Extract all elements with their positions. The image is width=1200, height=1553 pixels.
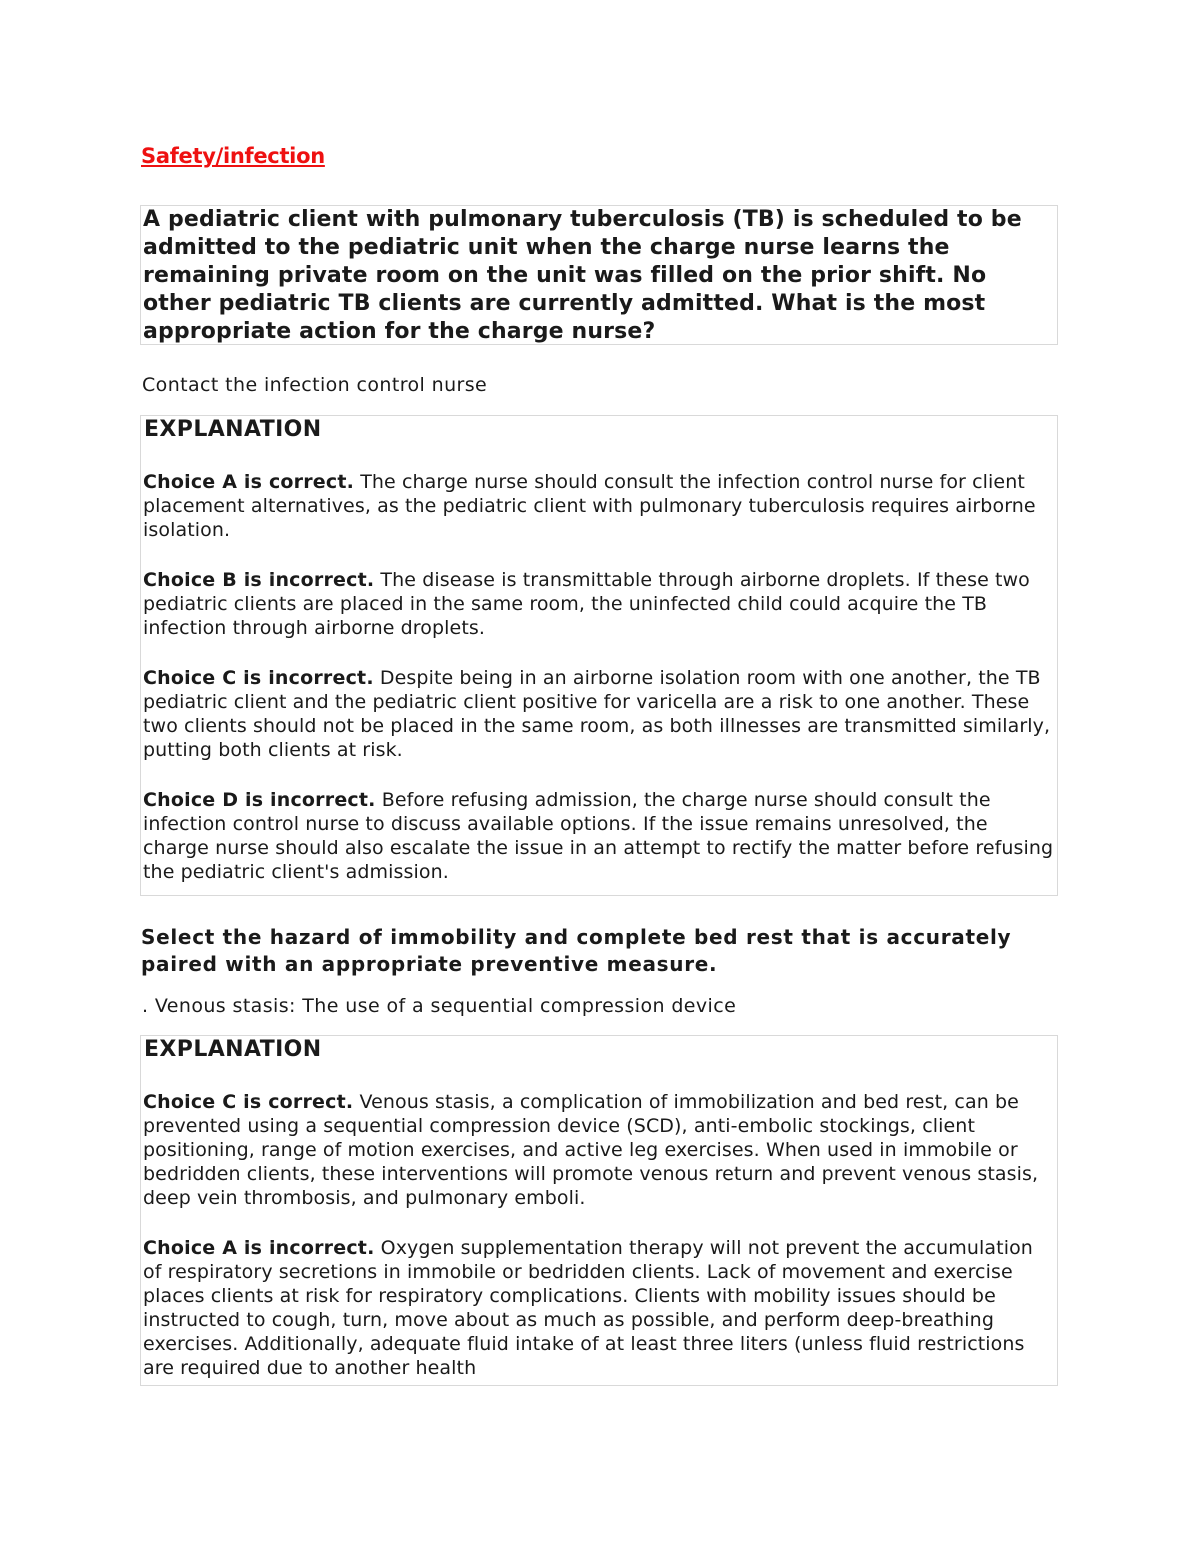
choice-text: Venous stasis, a complication of immobilization and bed rest, can be prevented using a sequential compression device (SCD), anti-embolic stockings, client positioning, range of motion exercises, and active leg exercises. When used in immobile or bedridden clients, these interventions will promote venous return and prevent venous stasis, deep vein thrombosis, and pulmonary emboli. xyxy=(143,1091,1039,1209)
explanation-1-box xyxy=(140,415,1058,896)
explanation-1-choice-b xyxy=(143,568,1057,640)
choice-text: The disease is transmittable through airborne droplets. If these two pediatric clients are placed in the same room, the uninfected child could acquire the TB infection through airborne droplets. xyxy=(143,569,1030,639)
explanation-1-choice-a xyxy=(143,470,1057,542)
choice-lead: Choice C is incorrect. xyxy=(143,667,374,689)
choice-text: Oxygen supplementation therapy will not prevent the accumulation of respiratory secretions in immobile or bedridden clients. Lack of movement and exercise places clients at risk for respiratory complications. Clients with mobility issues should be instructed to cough, turn, move about as much as possible, and perform deep-breathing exercises. Additionally, adequate fluid intake of at least three liters (unless fluid restrictions are required due to another health xyxy=(143,1237,1033,1379)
question-2-text: Select the hazard of immobility and complete bed rest that is accurately paired with an appropriate preventive measure. xyxy=(141,925,1012,976)
choice-lead: Choice A is correct. xyxy=(143,471,355,493)
choice-lead: Choice D is incorrect. xyxy=(143,789,376,811)
choice-text: The charge nurse should consult the infection control nurse for client placement alternatives, as the pediatric client with pulmonary tuberculosis requires airborne isolation. xyxy=(143,471,1036,541)
explanation-1-choice-c xyxy=(143,666,1057,762)
explanation-2-choice-a xyxy=(143,1236,1057,1380)
answer-1-text: Contact the infection control nurse xyxy=(142,374,488,396)
explanation-2-heading: EXPLANATION xyxy=(144,1037,322,1062)
choice-lead: Choice C is correct. xyxy=(143,1091,354,1113)
question-1-box xyxy=(140,205,1058,345)
explanation-2-box xyxy=(140,1035,1058,1386)
choice-text: Despite being in an airborne isolation room with one another, the TB pediatric client and the pediatric client positive for varicella are a risk to one another. These two clients should not be placed in the same room, as both illnesses are transmitted similarly, putting both clients at risk. xyxy=(143,667,1051,761)
explanation-2-choice-c xyxy=(143,1090,1057,1210)
choice-lead: Choice B is incorrect. xyxy=(143,569,375,591)
section-title: Safety/infection xyxy=(141,144,325,168)
question-1-text: A pediatric client with pulmonary tuberculosis (TB) is scheduled to be admitted to the pediatric unit when the charge nurse learns the remaining private room on the unit was filled on the prior shift. No other pediatric TB clients are currently admitted. What is the most appropriate action for the charge nurse? xyxy=(143,207,1022,344)
answer-2-text: . Venous stasis: The use of a sequential compression device xyxy=(142,995,737,1017)
explanation-1-heading: EXPLANATION xyxy=(144,417,322,442)
explanation-1-choice-d xyxy=(143,788,1057,884)
choice-text: Before refusing admission, the charge nurse should consult the infection control nurse to discuss available options. If the issue remains unresolved, the charge nurse should also escalate the issue in an attempt to rectify the matter before refusing the pediatric client's admission. xyxy=(143,789,1054,883)
choice-lead: Choice A is incorrect. xyxy=(143,1237,375,1259)
